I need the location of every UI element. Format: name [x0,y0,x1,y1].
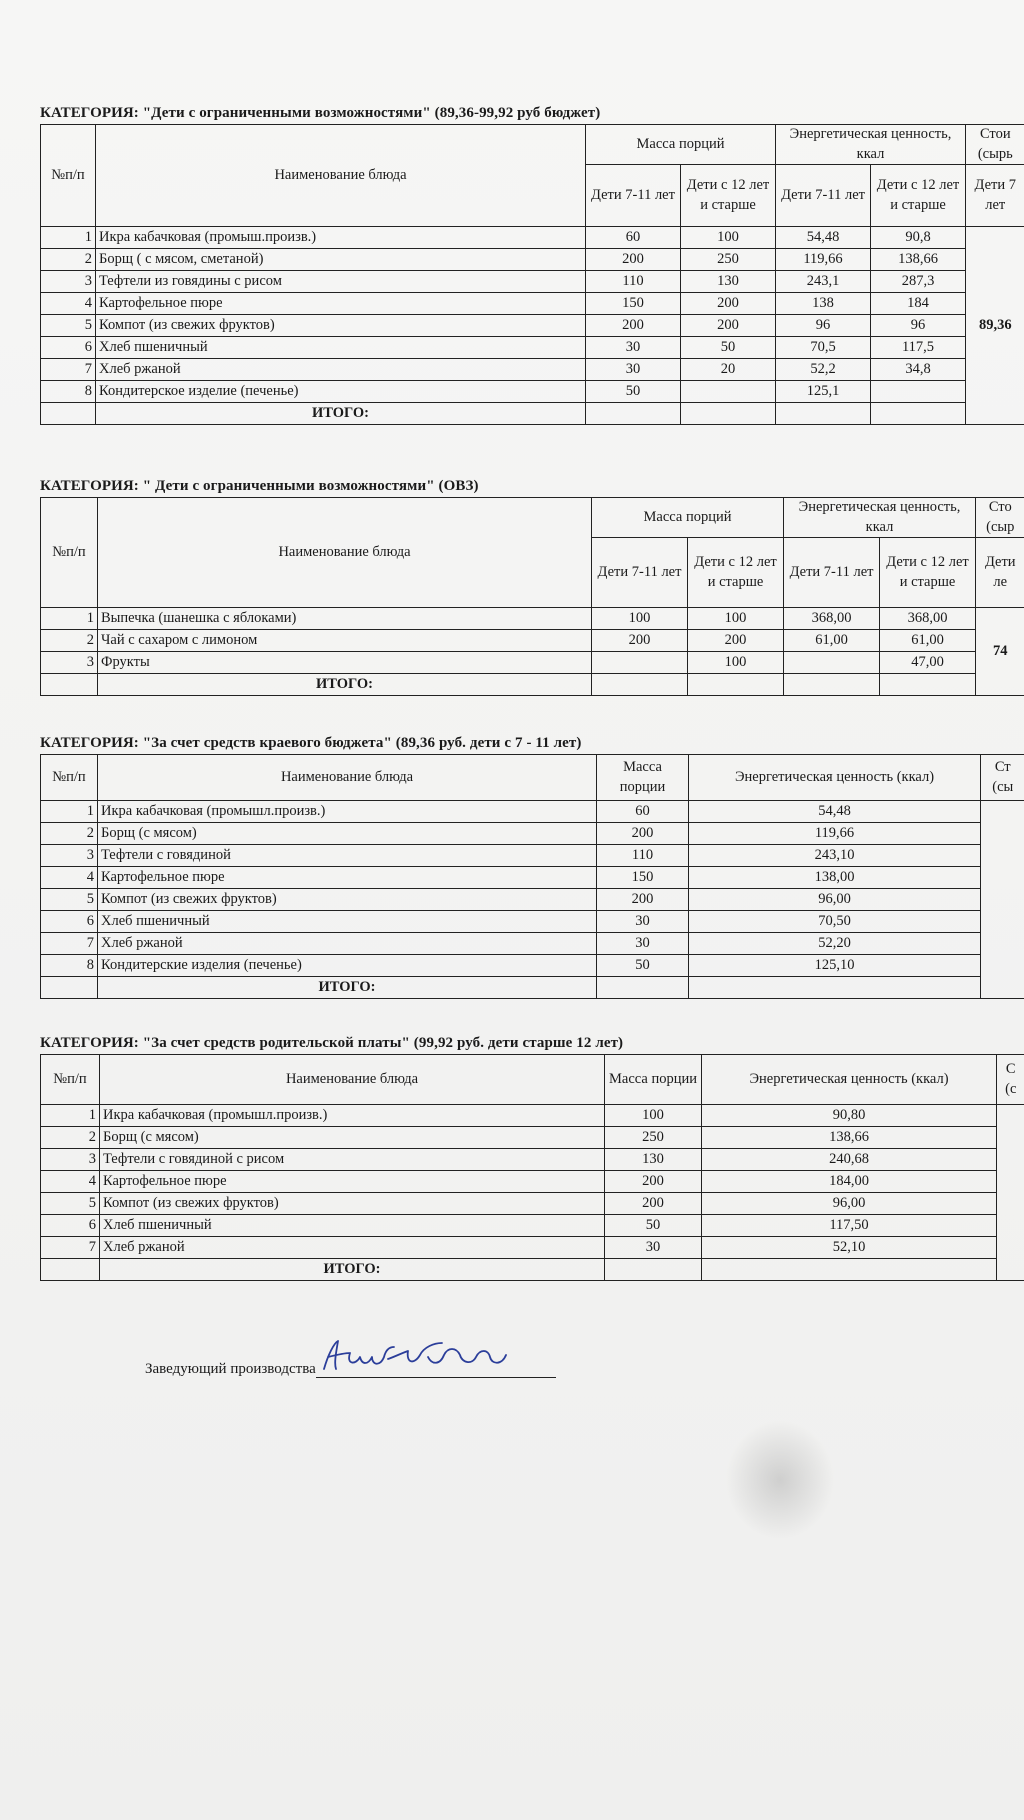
menu-table-4 [40,1054,1024,1281]
dish-name: Компот (из свежих фруктов) [98,889,597,911]
table-row [41,823,1024,845]
energy-7-11: 243,1 [776,271,871,293]
table-row [41,801,1024,823]
col-header-mass-12: Дети с 12 лет и старше [681,165,776,227]
category-block-4 [40,1035,1024,1281]
row-number: 2 [41,823,98,845]
energy-7-11: 138 [776,293,871,315]
mass: 200 [597,889,689,911]
mass-12: 250 [681,249,776,271]
menu-table-1 [40,124,1024,425]
table-row [41,608,1024,630]
empty-cell [784,674,880,696]
mass-7-11: 30 [586,337,681,359]
dish-name: Борщ (с мясом) [98,823,597,845]
col-header-energy-7-11: Дети 7-11 лет [784,538,880,608]
empty-cell [592,674,688,696]
table-row [41,1149,1024,1171]
table-row [41,630,1024,652]
mass-12: 200 [681,315,776,337]
empty-cell [688,674,784,696]
energy: 52,20 [689,933,981,955]
dish-name: Икра кабачковая (промыш.произв.) [96,227,586,249]
dish-name: Хлеб ржаной [98,933,597,955]
mass: 130 [605,1149,702,1171]
row-number: 2 [41,630,98,652]
col-header-cost: Ст (сы [981,755,1024,801]
empty-cell [702,1259,997,1281]
menu-table-2 [40,497,1024,696]
dish-name: Хлеб пшеничный [98,911,597,933]
mass: 30 [605,1237,702,1259]
category-title: КАТЕГОРИЯ: "За счет средств краевого бюджета" (89,36 руб. дети с 7 - 11 лет) [40,735,582,751]
energy-12: 47,00 [880,652,976,674]
mass-12: 200 [681,293,776,315]
empty-cell [776,403,871,425]
energy-12: 368,00 [880,608,976,630]
table-row [41,1215,1024,1237]
mass-7-11: 50 [586,381,681,403]
col-header-mass-12: Дети с 12 лет и старше [688,538,784,608]
dish-name: Хлеб пшеничный [96,337,586,359]
mass: 30 [597,911,689,933]
category-block-3 [40,735,1024,999]
col-header-mass: Масса порций [592,498,784,538]
row-number: 3 [41,845,98,867]
empty-cell [586,403,681,425]
mass: 110 [597,845,689,867]
col-header-energy: Энергетическая ценность (ккал) [689,755,981,801]
mass-7-11: 100 [592,608,688,630]
row-number: 3 [41,271,96,293]
col-header-mass-7-11: Дети 7-11 лет [592,538,688,608]
dish-name: Чай с сахаром с лимоном [98,630,592,652]
mass-12: 200 [688,630,784,652]
energy-12: 90,8 [871,227,966,249]
mass: 200 [605,1171,702,1193]
energy-12: 138,66 [871,249,966,271]
category-title: КАТЕГОРИЯ: " Дети с ограниченными возможностями" (ОВЗ) [40,478,479,494]
col-header-mass: Масса порций [586,125,776,165]
col-header-number: №п/п [41,755,98,801]
table-row [41,652,1024,674]
dish-name: Фрукты [98,652,592,674]
dish-name: Тефтели с говядиной [98,845,597,867]
table-row [41,955,1024,977]
cost-column [981,801,1024,999]
energy: 243,10 [689,845,981,867]
cost-value: 74 [976,608,1024,696]
mass: 200 [605,1193,702,1215]
mass: 250 [605,1127,702,1149]
empty-cell [681,403,776,425]
table-row [41,1171,1024,1193]
col-header-mass-7-11: Дети 7-11 лет [586,165,681,227]
dish-name: Борщ (с мясом) [100,1127,605,1149]
col-header-energy: Энергетическая ценность, ккал [784,498,976,538]
dish-name: Хлеб пшеничный [100,1215,605,1237]
row-number: 1 [41,801,98,823]
energy-7-11: 368,00 [784,608,880,630]
col-header-number: №п/п [41,1055,100,1105]
dish-name: Картофельное пюре [100,1171,605,1193]
mass: 50 [605,1215,702,1237]
col-header-energy-12: Дети с 12 лет и старше [871,165,966,227]
row-number: 3 [41,1149,100,1171]
energy: 125,10 [689,955,981,977]
table-row [41,315,1024,337]
row-number: 4 [41,293,96,315]
energy: 52,10 [702,1237,997,1259]
col-header-energy: Энергетическая ценность (ккал) [702,1055,997,1105]
col-header-cost: Сто (сыр [976,498,1024,538]
mass-7-11: 200 [586,249,681,271]
row-number: 4 [41,867,98,889]
table-row [41,933,1024,955]
dish-name: Компот (из свежих фруктов) [100,1193,605,1215]
table-row [41,359,1024,381]
energy: 117,50 [702,1215,997,1237]
dish-name: Компот (из свежих фруктов) [96,315,586,337]
table-row [41,293,1024,315]
row-number: 6 [41,1215,100,1237]
energy: 90,80 [702,1105,997,1127]
mass-12: 100 [688,652,784,674]
dish-name: Икра кабачковая (промышл.произв.) [100,1105,605,1127]
dish-name: Картофельное пюре [96,293,586,315]
mass-12: 100 [688,608,784,630]
row-number: 7 [41,1237,100,1259]
table-row [41,337,1024,359]
col-header-dish: Наименование блюда [100,1055,605,1105]
dish-name: Борщ ( с мясом, сметаной) [96,249,586,271]
energy: 138,66 [702,1127,997,1149]
signature-label: Заведующий производства [145,1361,316,1377]
energy-7-11 [784,652,880,674]
table-row [41,227,1024,249]
mass-12: 100 [681,227,776,249]
col-header-dish: Наименование блюда [98,498,592,608]
col-header-number: №п/п [41,125,96,227]
row-number: 5 [41,889,98,911]
energy-12: 96 [871,315,966,337]
row-number: 4 [41,1171,100,1193]
row-number: 8 [41,955,98,977]
total-label: ИТОГО: [98,674,592,696]
energy: 54,48 [689,801,981,823]
energy-7-11: 119,66 [776,249,871,271]
energy-7-11: 70,5 [776,337,871,359]
energy: 240,68 [702,1149,997,1171]
mass-12: 50 [681,337,776,359]
energy-12: 61,00 [880,630,976,652]
col-header-number: №п/п [41,498,98,608]
row-number: 5 [41,315,96,337]
total-label: ИТОГО: [96,403,586,425]
empty-cell [605,1259,702,1281]
table-row [41,889,1024,911]
col-header-mass: Масса порции [597,755,689,801]
energy-12: 184 [871,293,966,315]
col-header-cost: С (с [997,1055,1024,1105]
dish-name: Тефтели с говядиной с рисом [100,1149,605,1171]
col-header-dish: Наименование блюда [98,755,597,801]
dish-name: Выпечка (шанешка с яблоками) [98,608,592,630]
energy: 96,00 [702,1193,997,1215]
table-row [41,845,1024,867]
empty-cell [41,1259,100,1281]
category-block-1 [40,105,1024,425]
dish-name: Хлеб ржаной [100,1237,605,1259]
energy: 184,00 [702,1171,997,1193]
row-number: 1 [41,227,96,249]
total-row [41,1259,1024,1281]
col-header-dish: Наименование блюда [96,125,586,227]
mass: 50 [597,955,689,977]
cost-column [997,1105,1024,1281]
dish-name: Картофельное пюре [98,867,597,889]
mass: 100 [605,1105,702,1127]
row-number: 2 [41,1127,100,1149]
energy-7-11: 125,1 [776,381,871,403]
energy-7-11: 96 [776,315,871,337]
col-header-cost: Стои (сырь [966,125,1024,165]
table-row [41,911,1024,933]
energy-12 [871,381,966,403]
mass-7-11: 200 [586,315,681,337]
total-row [41,403,1024,425]
signature-row [145,1355,556,1378]
total-label: ИТОГО: [100,1259,605,1281]
energy: 138,00 [689,867,981,889]
total-row [41,674,1024,696]
mass-7-11: 110 [586,271,681,293]
row-number: 1 [41,608,98,630]
energy: 96,00 [689,889,981,911]
mass-7-11 [592,652,688,674]
dish-name: Тефтели из говядины с рисом [96,271,586,293]
col-header-energy-12: Дети с 12 лет и старше [880,538,976,608]
col-header-energy: Энергетическая ценность, ккал [776,125,966,165]
category-title: КАТЕГОРИЯ: "За счет средств родительской платы" (99,92 руб. дети старше 12 лет) [40,1035,624,1051]
category-block-2 [40,478,1024,696]
signature-line [316,1355,556,1378]
mass: 30 [597,933,689,955]
mass: 60 [597,801,689,823]
row-number: 8 [41,381,96,403]
row-number: 6 [41,911,98,933]
energy-12: 117,5 [871,337,966,359]
energy-7-11: 52,2 [776,359,871,381]
table-row [41,381,1024,403]
dish-name: Кондитерское изделие (печенье) [96,381,586,403]
mass-7-11: 150 [586,293,681,315]
dish-name: Икра кабачковая (промышл.произв.) [98,801,597,823]
table-row [41,1127,1024,1149]
row-number: 5 [41,1193,100,1215]
handwritten-signature [316,1335,546,1375]
empty-cell [41,977,98,999]
col-header-cost-sub: Дети 7 лет [966,165,1024,227]
col-header-mass: Масса порции [605,1055,702,1105]
energy-12: 34,8 [871,359,966,381]
mass-7-11: 200 [592,630,688,652]
empty-cell [597,977,689,999]
table-row [41,249,1024,271]
mass-12 [681,381,776,403]
dish-name: Кондитерские изделия (печенье) [98,955,597,977]
table-row [41,1105,1024,1127]
empty-cell [689,977,981,999]
mass: 150 [597,867,689,889]
mass: 200 [597,823,689,845]
empty-cell [41,403,96,425]
energy: 70,50 [689,911,981,933]
empty-cell [880,674,976,696]
category-title: КАТЕГОРИЯ: "Дети с ограниченными возможностями" (89,36-99,92 руб бюджет) [40,105,601,121]
mass-12: 130 [681,271,776,293]
row-number: 6 [41,337,96,359]
mass-7-11: 30 [586,359,681,381]
energy-7-11: 54,48 [776,227,871,249]
empty-cell [871,403,966,425]
row-number: 7 [41,359,96,381]
total-row [41,977,1024,999]
row-number: 2 [41,249,96,271]
table-row [41,1193,1024,1215]
energy: 119,66 [689,823,981,845]
mass-7-11: 60 [586,227,681,249]
energy-7-11: 61,00 [784,630,880,652]
table-row [41,867,1024,889]
col-header-cost-sub: Дети ле [976,538,1024,608]
table-row [41,271,1024,293]
paper-stain [725,1420,835,1540]
empty-cell [41,674,98,696]
energy-12: 287,3 [871,271,966,293]
table-row [41,1237,1024,1259]
total-label: ИТОГО: [98,977,597,999]
menu-table-3 [40,754,1024,999]
row-number: 3 [41,652,98,674]
row-number: 7 [41,933,98,955]
row-number: 1 [41,1105,100,1127]
dish-name: Хлеб ржаной [96,359,586,381]
col-header-energy-7-11: Дети 7-11 лет [776,165,871,227]
mass-12: 20 [681,359,776,381]
cost-value: 89,36 [966,227,1024,425]
